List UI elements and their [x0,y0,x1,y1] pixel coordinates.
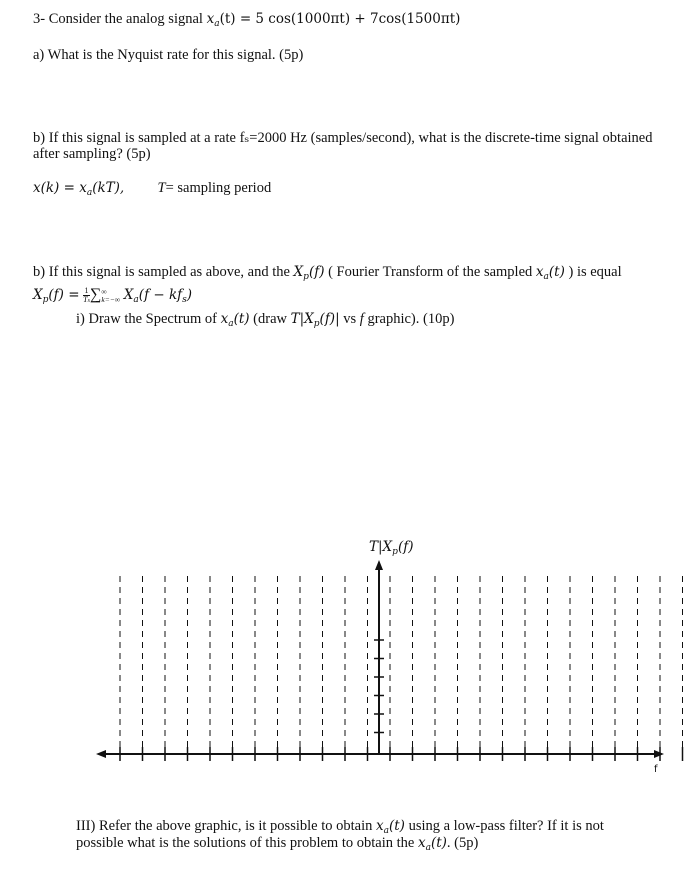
part-iii-line2-sub: a [425,843,431,853]
part-iii-line1-x: x [375,818,384,834]
xp-symbol: X [293,264,304,280]
graph-x-label: f [654,764,658,775]
sampling-eq-sub: a [86,188,93,198]
item-i-T: T|X [290,311,314,327]
formula-rhs-arg-sub: s [182,295,187,305]
question-3-intro: 3- Consider the analog signal [33,11,203,27]
item-i-xa-sub: a [228,319,234,329]
sampling-eq-left: x(k) = x [33,180,87,196]
summation-upper: ∞ [101,286,107,296]
item-i-vs: vs [343,311,357,327]
y-axis-arrow [375,560,383,570]
graph-y-label-sub: p [392,547,398,557]
fraction-numerator: 1 [84,285,89,295]
item-i-xa: x [220,311,229,327]
part-b1-line-1: b) If this signal is sampled at a rate fₛ=2000 Hz (samples/second), what is the discrete-time signal obtained [33,130,653,146]
signal-equation: (t) = 5 cos(1000πt) + 7cos(1500πt) [219,11,461,27]
part-iii-line2-x: x [417,835,426,851]
item-i-prefix: i) Draw the Spectrum of [76,311,217,327]
formula-rhs-arg: (f − kf [138,287,183,303]
fraction-denominator: T [83,294,88,304]
part-iii-line2-prefix: possible what is the solutions of this problem to obtain the [76,835,415,851]
formula-rhs-close: ) [186,287,193,303]
xp-argument: (f) [308,264,325,280]
x-axis-right-arrow [654,750,664,758]
part-b2-prefix: b) If this signal is sampled as above, and the [33,264,290,280]
item-i-mid: (draw [253,311,287,327]
formula-lhs-sub: p [42,295,49,305]
part-iii-line2-suffix: . (5p) [446,835,479,851]
summation-symbol: ∑ [89,286,102,303]
xa-symbol: x [535,264,544,280]
signal-x: x [206,11,215,27]
part-b2-middle: ( Fourier Transform of the sampled [328,264,533,280]
part-iii-line1-suffix: using a low-pass filter? If it is not [408,818,604,834]
xp-subscript: p [303,272,309,282]
part-a-question: a) What is the Nyquist rate for this signal. (5p) [33,47,304,63]
item-i-f: f [359,311,364,327]
summation-lower: k=−∞ [101,294,121,304]
item-i-suffix: graphic). (10p) [367,311,455,327]
formula-rhs-sub: a [133,295,139,305]
formula-rhs: X [123,287,134,303]
item-i-xa-arg: (t) [233,311,250,327]
part-b1-line-2: after sampling? (5p) [33,146,151,162]
graph-y-label-T: T|X [369,539,393,555]
part-iii-line2-arg: (t) [430,835,447,851]
formula-lhs-arg: (f) = [48,287,80,303]
fraction-denominator-sub: s [87,297,90,304]
formula-lhs: X [33,287,43,303]
part-iii-line1-sub: a [383,826,389,836]
item-i-T-sub: p [313,319,320,329]
x-axis-left-arrow [96,750,106,758]
signal-x-subscript: a [214,19,220,29]
period-variable: T [157,180,166,196]
part-iii-line-2 [76,835,478,857]
part-iii-line1-prefix: III) Refer the above graphic, is it possible to obtain [76,818,373,834]
graph-y-label-arg: (f) [397,539,414,555]
xa-argument: (t) [548,264,565,280]
part-b2-suffix: ) is equal [568,264,622,280]
part-iii-line1-arg: (t) [388,818,405,834]
xa-subscript: a [543,272,549,282]
item-i-T-arg: (f)| [319,311,340,327]
sampling-eq-right: (kT), [92,180,125,196]
period-text: = sampling period [165,180,272,196]
